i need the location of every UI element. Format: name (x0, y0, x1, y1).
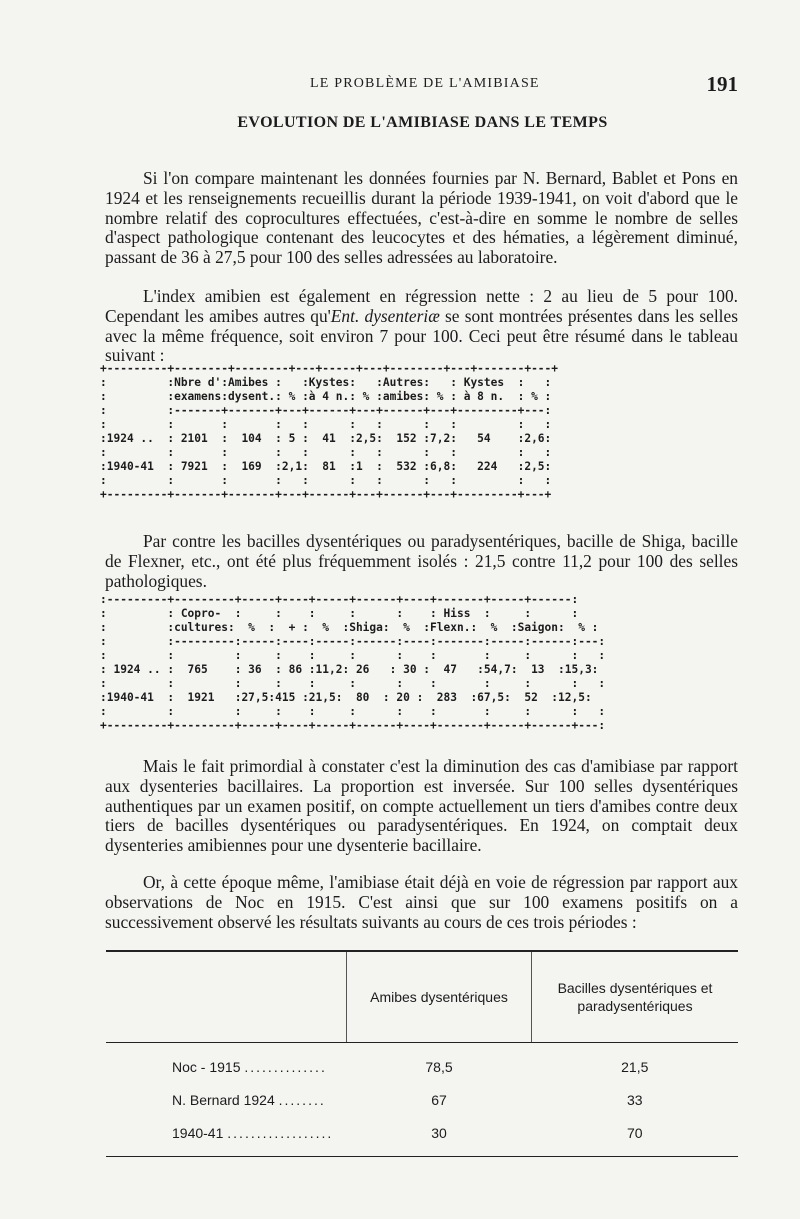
running-title: LE PROBLÈME DE L'AMIBIASE (310, 76, 540, 91)
coproculture-typed-table: :---------+---------+-----+----+-----+------+----+-------+-----+------: : : Copro- : : : : : : Hiss : : : : :cultures: % : + : % :Shiga: % :Flexn.: % :Saigon: % : : :---------:-----:----:-----:------:----:-------:-----:------:---: : : : : : : : : : : : : : 1924 .. : 765 : 36 : 86 :11,2: 26 : 30 : 47 :54,7: 13 :15,3: : : : : : : : : : : : : :1940-41 : 1921 :27,5:415 :21,5: 80 : 20 : 283 :67,5: 52 :12,5: : : : : : : : : : : : : +---------+---------+-----+----+-----+------+----+-------+-----+------+---: (100, 593, 606, 732)
table-row (106, 1083, 738, 1116)
paragraph-2-text-b: se sont montrées présentes dans les selles avec la même fréquence, soit environ 7 pour 100. Ceci peut être résumé dans le tableau suivant : (105, 305, 738, 366)
amibes-value: 78,5 (425, 1058, 453, 1075)
bacilles-value: 21,5 (621, 1058, 649, 1075)
paragraph-3-text: Par contre les bacilles dysentériques ou paradysentériques, bacille de Shiga, bacille de Flexner, etc., ont été plus fréquemment isolés : 21,5 contre 11,2 pour 100 des selles pathologiques. (105, 531, 738, 591)
bacilles-value: 33 (626, 1091, 643, 1108)
row-label: 1940-41 .................. (172, 1124, 334, 1141)
paragraph-5 (105, 873, 738, 932)
paragraph-5-text: Or, à cette époque même, l'amibiase était déjà en voie de régression par rapport aux observations de Noc en 1915. C'est ainsi que sur 100 examens positifs on a successivement observé les résultats suivants au cours de ces trois périodes : (105, 872, 738, 932)
table-row (106, 1116, 738, 1156)
comparison-table (106, 950, 738, 1157)
paragraph-2 (105, 287, 738, 365)
species-name: Ent. dysenteriæ (330, 305, 440, 326)
header-amibes: Amibes dysentériques (347, 952, 532, 1043)
header-bacilles: Bacilles dysentériques et paradysentériques (532, 952, 739, 1043)
row-label: N. Bernard 1924 ........ (172, 1091, 326, 1108)
paragraph-4-text: Mais le fait primordial à constater c'est la diminution des cas d'amibiase par rapport aux dysenteries bacillaires. La proportion est inversée. Sur 100 selles dysentériques authentiques par un examen positif, on compte actuellement un tiers d'amibes contre deux tiers de bacilles dysentériques ou paradysentériques. En 1924, on comptait deux dysenteries amibiennes pour une dysenterie bacillaire. (105, 756, 738, 855)
row-label: Noc - 1915 .............. (172, 1058, 327, 1075)
table-row (106, 1043, 738, 1084)
amibes-value: 67 (431, 1091, 447, 1108)
amoeba-typed-table: +---------+--------+--------+---+-----+---+--------+---+-------+---+ : :Nbre d':Amibes : :Kystes: :Autres: : Kystes : : : :examens:dysent.: % :à 4 n.: % :amibes: % : à 8 n. : % : : :-------+-------+---+------+---+------+---+---------+---: : : : : : : : : : : : :1924 .. : 2101 : 104 : 5 : 41 :2,5: 152 :7,2: 54 :2,6: : : : : : : : : : : : :1940-41 : 7921 : 169 :2,1: 81 :1 : 532 :6,8: 224 :2,5: : : : : : : : : : : : +---------+-------+-------+---+------+---+------+---+---------+---+ (100, 362, 559, 501)
table-header-row (106, 952, 738, 1043)
paragraph-3 (105, 532, 738, 591)
paragraph-1 (105, 169, 738, 267)
page-number: 191 (706, 72, 738, 96)
bacilles-value: 70 (626, 1124, 643, 1141)
amibes-value: 30 (431, 1124, 447, 1141)
paragraph-4 (105, 757, 738, 855)
paragraph-2-text-a: L'index amibien est également en régression nette : 2 au lieu de 5 pour 100. Cependant les amibes autres qu' (105, 286, 738, 326)
header-empty (106, 952, 347, 1043)
section-title: EVOLUTION DE L'AMIBIASE DANS LE TEMPS (237, 114, 608, 131)
running-head (105, 72, 738, 98)
paragraph-1-text: Si l'on compare maintenant les données fournies par N. Bernard, Bablet et Pons en 1924 et les renseignements recueillis durant la période 1939-1941, on voit d'abord que le nombre relatif des coprocultures effectuées, c'est-à-dire en somme le nombre de selles d'aspect pathologique contenant des leucocytes et des hématies, a légèrement diminué, passant de 36 à 27,5 pour 100 des selles adressées au laboratoire. (105, 168, 738, 267)
